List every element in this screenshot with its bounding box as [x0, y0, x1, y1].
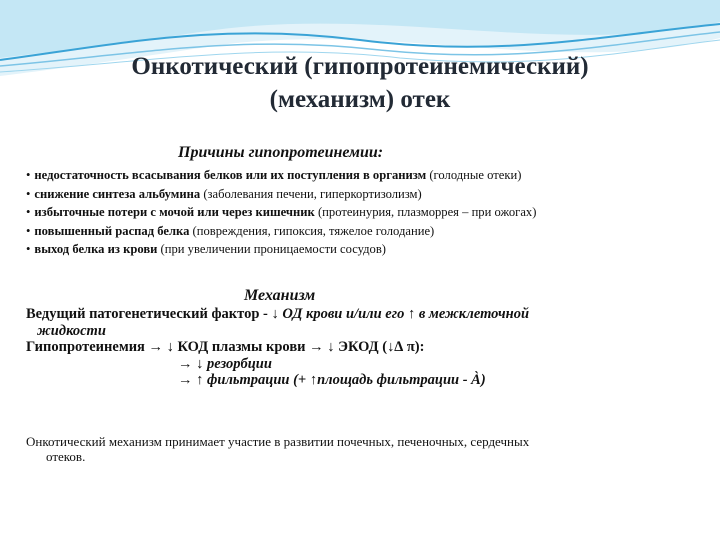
cause-item	[26, 185, 716, 204]
cause-item	[26, 240, 716, 259]
cause-detail: (голодные отеки)	[426, 168, 522, 182]
leading-factor-prefix: Ведущий патогенетический фактор - ↓	[26, 306, 283, 322]
bullet: •	[26, 223, 31, 238]
cause-lead: снижение синтеза альбумина	[34, 186, 201, 201]
filtration-arrow: → ↑	[178, 372, 207, 388]
cause-lead: недостаточность всасывания белков или их поступления в организм	[34, 168, 427, 182]
resorption-arrow: → ↓	[178, 355, 207, 372]
bullet: •	[26, 168, 31, 182]
conclusion	[26, 434, 706, 464]
cause-detail: (повреждения, гипоксия, тяжелое голодание)	[189, 223, 435, 238]
causes-heading: Причины гипопротеинемии:	[178, 144, 384, 161]
cause-detail: (при увеличении проницаемости сосудов)	[157, 242, 386, 256]
cause-item	[26, 222, 716, 241]
bullet: •	[26, 242, 31, 256]
title-line-2: (механизм) отек	[269, 86, 451, 113]
conclusion-line-1: Онкотический механизм принимает участие в развитии почечных, печеночных, сердечных	[26, 434, 530, 449]
hypoproteinemia-line: Гипопротеинемия → ↓ КОД плазмы крови → ↓ ЭКОД (↓∆ π):	[26, 339, 425, 355]
cause-item	[26, 203, 716, 222]
resorption-text: резорбции	[207, 355, 272, 372]
slide-title	[0, 50, 720, 116]
leading-factor-line	[26, 306, 706, 323]
resorption-step	[26, 356, 706, 373]
conclusion-line-2: отеков.	[46, 449, 86, 464]
bullet: •	[26, 205, 31, 219]
leading-factor-italic: ОД крови и/или его ↑ в межклеточной	[282, 306, 530, 322]
leading-factor-cont	[26, 323, 706, 340]
cause-lead: выход белка из крови	[34, 242, 158, 256]
mechanism-block	[26, 306, 706, 389]
cause-detail: (протеинурия, плазморрея – при ожогах)	[314, 205, 537, 219]
leading-factor-cont-text: жидкости	[37, 322, 106, 339]
title-line-1: Онкотический (гипопротеинемический)	[131, 53, 589, 80]
bullet: •	[26, 186, 31, 201]
filtration-text: фильтрации (+ ↑площадь фильтрации - À)	[207, 372, 486, 388]
cause-lead: избыточные потери с мочой или через кишечник	[34, 205, 315, 219]
mechanism-heading: Механизм	[244, 287, 316, 304]
cause-detail: (заболевания печени, гиперкортизолизм)	[200, 186, 422, 201]
cause-lead: повышенный распад белка	[34, 223, 190, 238]
cause-item	[26, 166, 716, 185]
filtration-step	[26, 372, 706, 389]
causes-list	[26, 166, 716, 259]
